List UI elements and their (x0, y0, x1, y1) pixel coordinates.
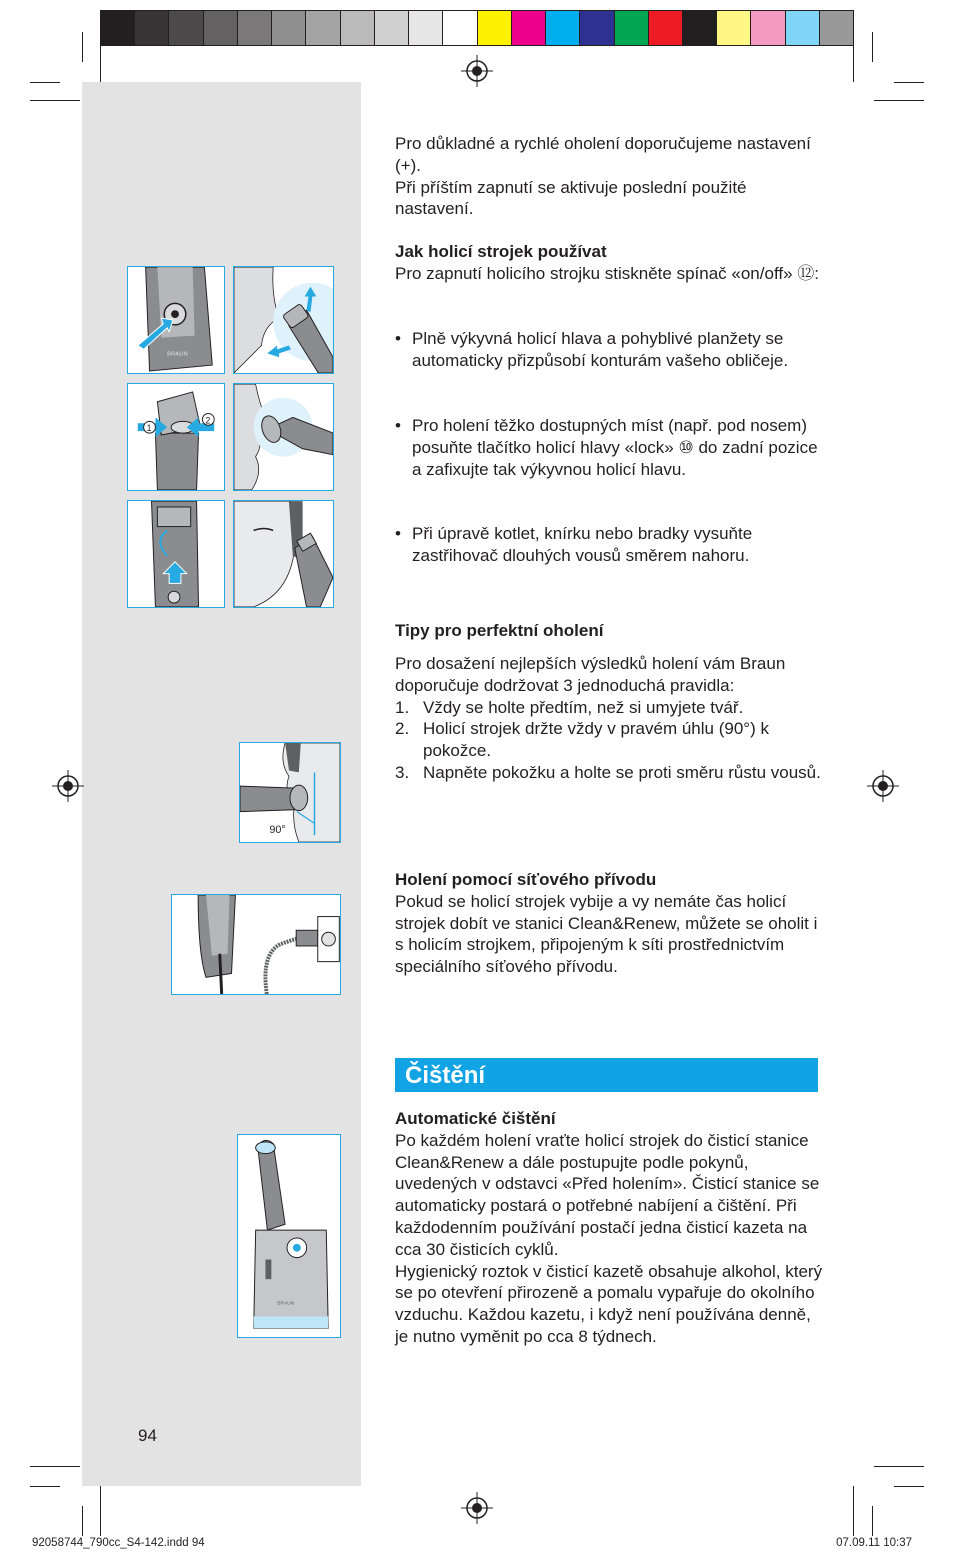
footer-timestamp: 07.09.11 10:37 (836, 1537, 912, 1549)
bullet-1-text: Plně výkyvná holicí hlava a pohyblivé planžety se automaticky přizpůsobí konturám vašeho obličeje. (412, 329, 789, 370)
color-swatch (135, 11, 169, 45)
color-swatch (204, 11, 238, 45)
tips-title: Tipy pro perfektní oholení (395, 621, 604, 640)
color-swatch (238, 11, 272, 45)
tips-body (395, 653, 825, 784)
tip-item: 1. Vždy se holte předtím, než si umyjete tvář. (395, 697, 744, 717)
color-swatch (683, 11, 717, 45)
mains-section (395, 869, 825, 978)
registration-mark-top (461, 55, 493, 87)
figure-lock-head (127, 383, 225, 491)
registration-mark-left (52, 770, 84, 802)
color-swatch (512, 11, 546, 45)
figure-sideburns (233, 500, 334, 608)
figure-swivel-head (233, 266, 334, 374)
figure-trimmer (127, 500, 225, 608)
registration-mark-right (867, 770, 899, 802)
color-swatch (615, 11, 649, 45)
bullet-mark: • (395, 416, 401, 435)
auto-clean-section (395, 1108, 825, 1348)
step-2-label: 2 (205, 415, 211, 426)
color-swatch (478, 11, 512, 45)
brand-label: BRAUN (167, 351, 188, 358)
usage-bullet-1 (395, 328, 825, 372)
bullet-mark: • (395, 524, 401, 543)
color-swatch (546, 11, 580, 45)
mains-title: Holení pomocí síťového přívodu (395, 870, 657, 889)
step-1-label: 1 (146, 423, 152, 434)
color-swatch (272, 11, 306, 45)
bullet-2-text: Pro holení těžko dostupných míst (např. pod nosem) posuňte tlačítko holicí hlavy «lock» ⑩ do zadní pozice a zafixujte tak výkyvnou holicí hlavu. (412, 416, 818, 479)
footer-file-info: 92058744_790cc_S4-142.indd 94 (32, 1537, 205, 1549)
tip-item: 3. Napněte pokožku a holte se proti směru růstu vousů. (395, 762, 821, 782)
usage-section (395, 241, 825, 285)
mains-body: Pokud se holicí strojek vybije a vy nemáte čas holicí strojek dobít ve stanici Clean&Renew, můžete se oholit i s holicím strojkem, připojeným k síti prostřednictvím speciálního síťového přívodu. (395, 891, 818, 977)
angle-label: 90° (269, 824, 286, 837)
figure-right-angle (239, 742, 341, 843)
color-swatch (101, 11, 135, 45)
color-swatch (786, 11, 820, 45)
cleaning-heading: Čištění (405, 1062, 486, 1089)
color-swatch (409, 11, 443, 45)
page-number: 94 (138, 1426, 157, 1445)
color-swatch (306, 11, 340, 45)
tips-intro: Pro dosažení nejlepších výsledků holení vám Braun doporučuje dodržovat 3 jednoduchá pravidla: (395, 654, 786, 695)
figure-switch-on (127, 266, 225, 374)
bullet-mark: • (395, 329, 401, 348)
color-swatch (580, 11, 614, 45)
color-calibration-bar (100, 10, 854, 46)
color-swatch (649, 11, 683, 45)
color-swatch (443, 11, 477, 45)
usage-title: Jak holicí strojek používat (395, 242, 607, 261)
figure-under-nose (233, 383, 334, 491)
color-swatch (169, 11, 203, 45)
auto-clean-body: Po každém holení vraťte holicí strojek do čisticí stanice Clean&Renew a dále postupujte podle pokynů, uvedených v odstavci «Před holením». Čisticí stanice se automaticky postará o potřebné nabíjení a čištění. Při každodenním používání postačí jedna čisticí kazeta na cca 30 čisticích cyklů. (395, 1130, 820, 1259)
tip-item: 2. Holicí strojek držte vždy v pravém úhlu (90°) k pokožce. (395, 719, 769, 761)
registration-mark-bottom (461, 1492, 493, 1524)
color-swatch (717, 11, 751, 45)
auto-clean-title: Automatické čištění (395, 1109, 556, 1128)
usage-bullet-2 (395, 415, 825, 480)
usage-body: Pro zapnutí holicího strojku stiskněte spínač «on/off» ⑫: (395, 263, 819, 283)
figure-mains-cord (171, 894, 341, 995)
color-swatch (341, 11, 375, 45)
bullet-3-text: Při úpravě kotlet, knírku nebo bradky vysuňte zastřihovač dlouhých vousů směrem nahoru. (412, 524, 753, 565)
tips-section (395, 620, 825, 642)
intro-paragraph-2: Při příštím zapnutí se aktivuje poslední použité nastavení. (395, 177, 747, 219)
intro-text (395, 133, 825, 220)
cleaning-heading-bar (395, 1058, 818, 1092)
intro-paragraph-1: Pro důkladné a rychlé oholení doporučujeme nastavení (+). (395, 134, 811, 175)
hygiene-body: Hygienický roztok v čisticí kazetě obsahuje alkohol, který se po otevření přirozeně a pomalu vypařuje do okolního vzduchu. Každou kazetu, i když není používána denně, je nutno vyměnit po cca 8 týdnech. (395, 1261, 823, 1346)
station-brand-label: BRAUN (277, 1301, 295, 1307)
color-swatch (820, 11, 853, 45)
color-swatch (751, 11, 785, 45)
color-swatch (375, 11, 409, 45)
usage-bullet-3 (395, 523, 825, 567)
figure-clean-station (237, 1134, 341, 1338)
